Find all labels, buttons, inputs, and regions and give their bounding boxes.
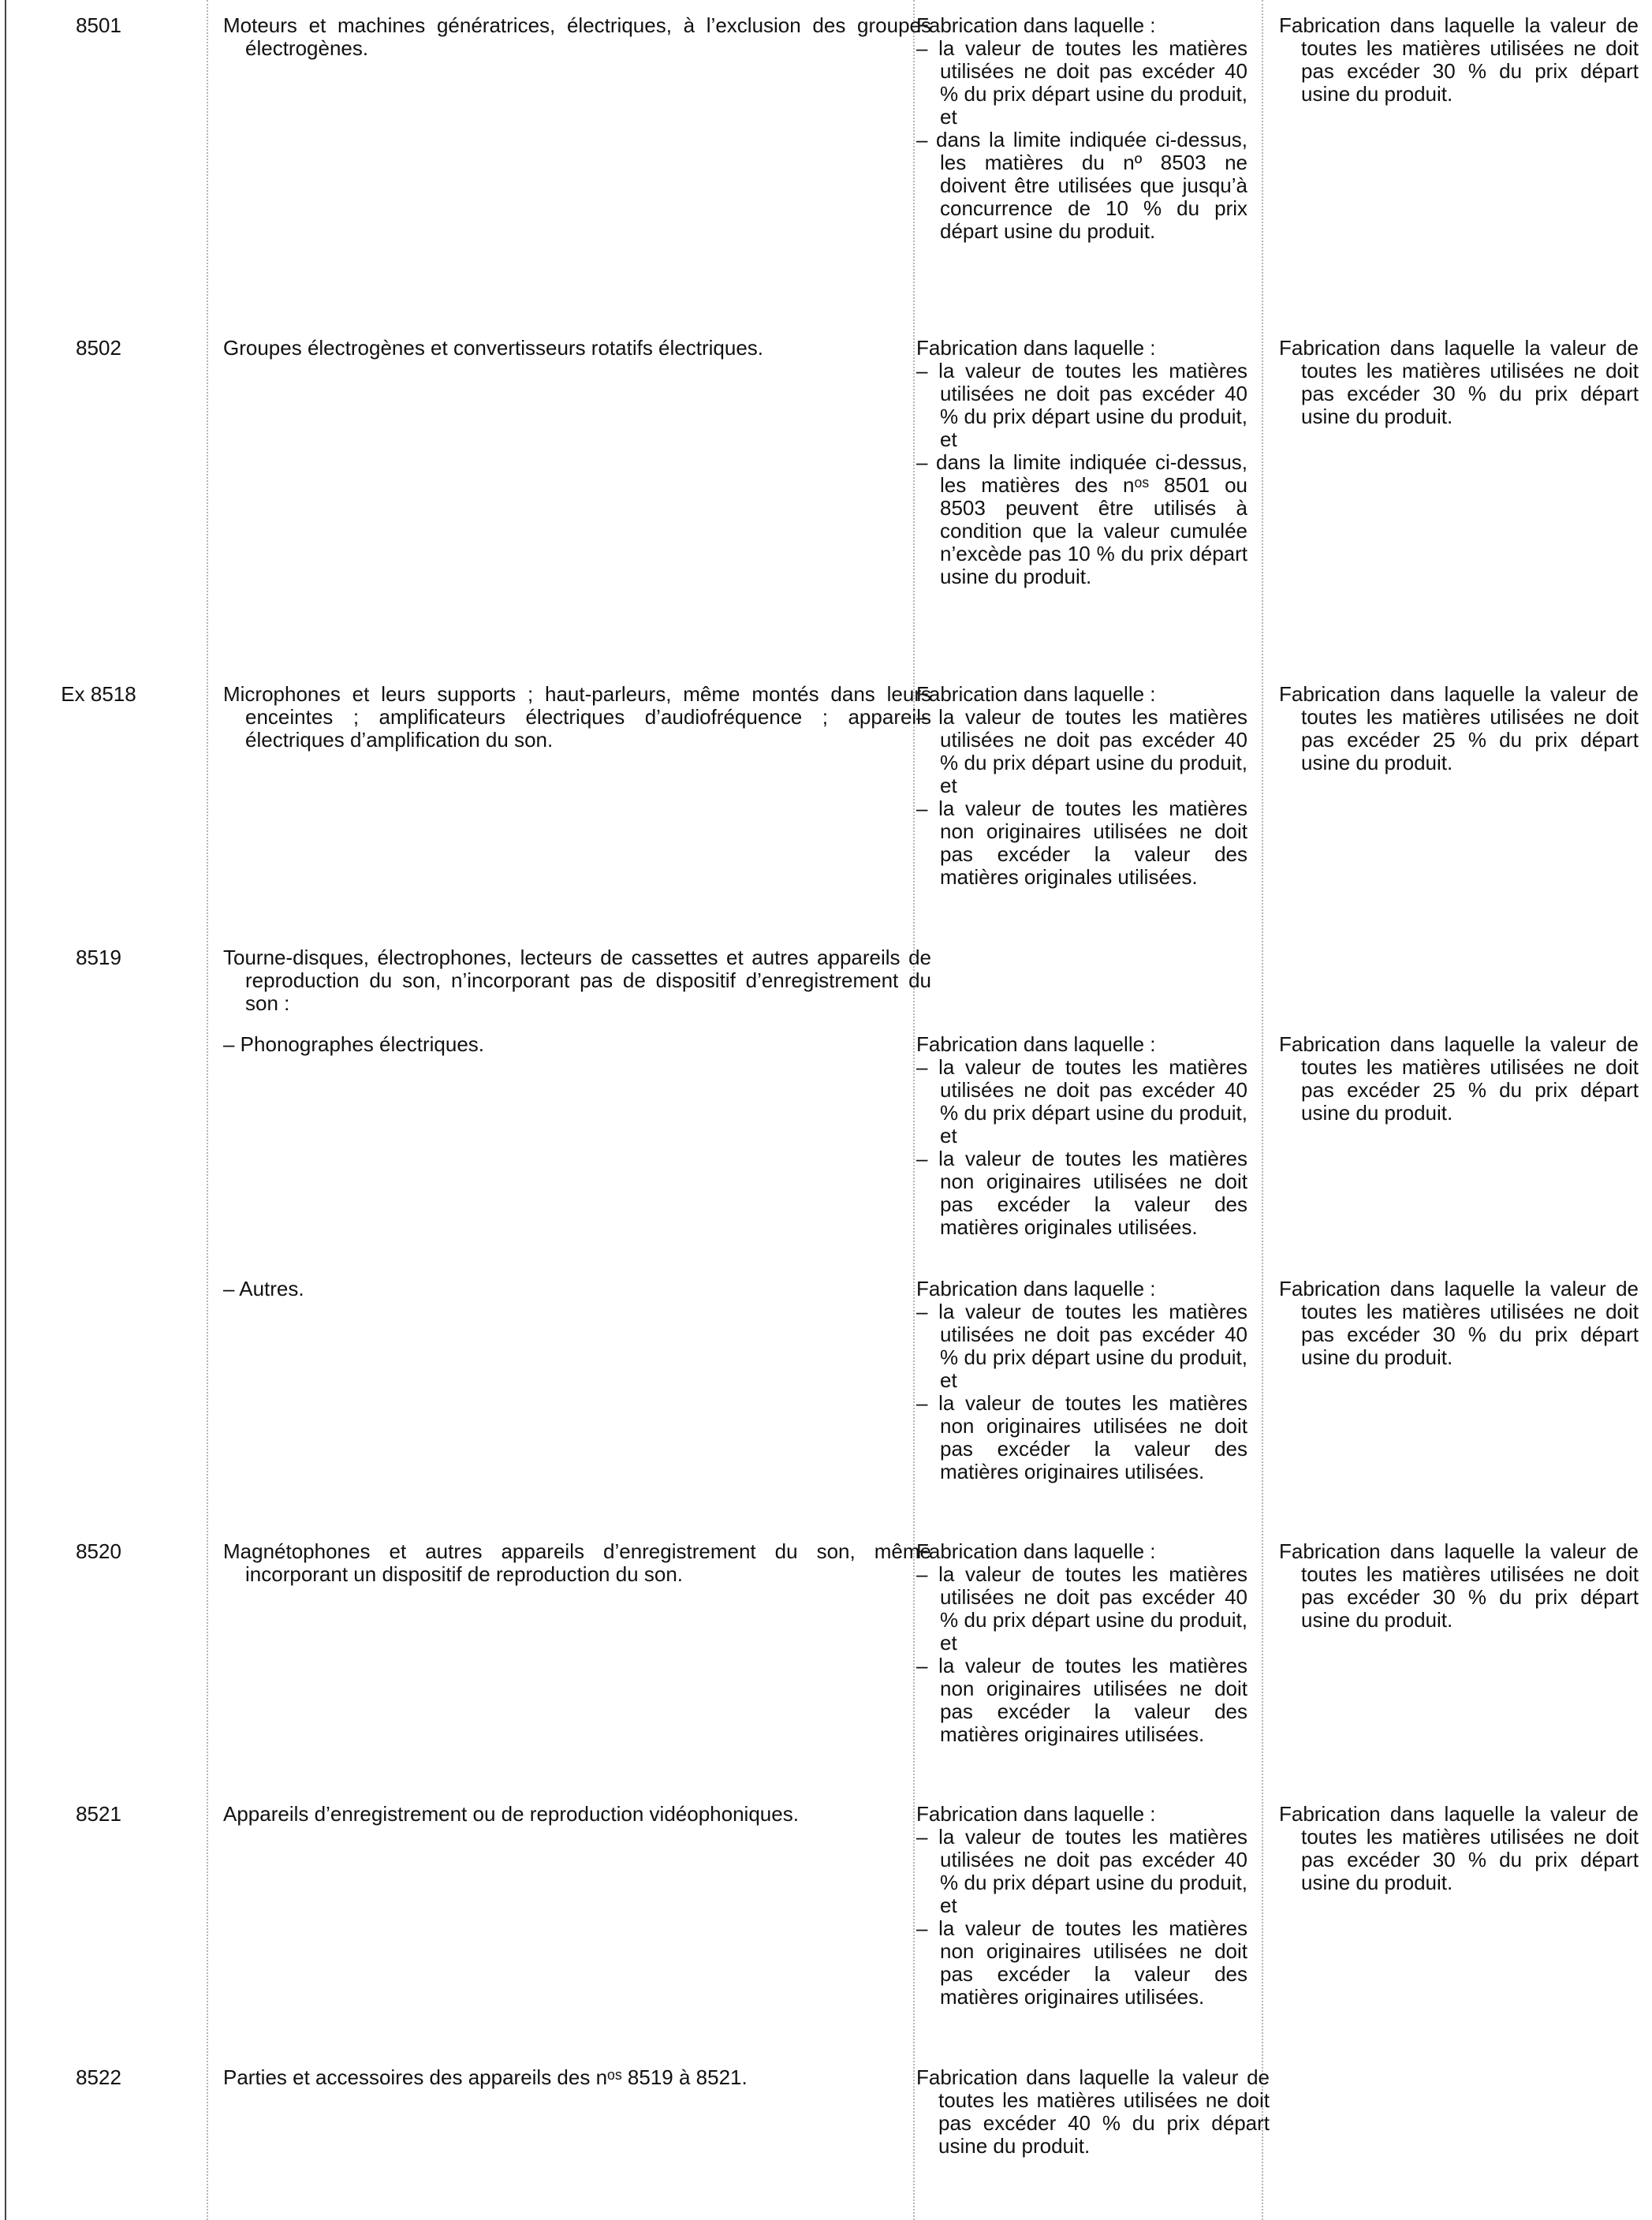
rule-item: – la valeur de toutes les matières utilisées ne doit pas excéder 40 % du prix départ usine du produit, et [916, 359, 1247, 451]
rule-item: – dans la limite indiquée ci-dessus, les matières des nᵒˢ 8501 ou 8503 peuvent être utilisés à condition que la valeur cumulée n’excède pas 10 % du prix départ usine du produit. [916, 450, 1247, 588]
rule-item: – la valeur de toutes les matières utilisées ne doit pas excéder 40 % du prix départ usine du produit, et [916, 36, 1247, 129]
product-description: Parties et accessoires des appareils des nᵒˢ 8519 à 8521. [223, 2065, 748, 2089]
left-border [5, 0, 6, 2220]
rule-lead: Fabrication dans laquelle : [916, 1032, 1156, 1056]
rule-lead: Fabrication dans laquelle : [916, 1539, 1156, 1563]
rule-column-4: Fabrication dans laquelle la valeur de toutes les matières utilisées ne doit pas excéder 30 % du prix départ usine du produit. [1279, 336, 1639, 428]
rule-item: – la valeur de toutes les matières non originaires utilisées ne doit pas excéder la valeur des matières originales utilisées. [916, 1147, 1247, 1239]
heading-code: 8501 [76, 13, 121, 37]
heading-code: 8522 [76, 2065, 121, 2089]
rule-column-3 [916, 14, 1247, 243]
rule-item: – la valeur de toutes les matières utilisées ne doit pas excéder 40 % du prix départ usine du produit, et [916, 1300, 1247, 1392]
rule-item: – la valeur de toutes les matières non originaires utilisées ne doit pas excéder la valeur des matières originaires utilisées. [916, 1916, 1247, 2009]
column-divider-3 [1262, 0, 1263, 2220]
rule-lead: Fabrication dans laquelle : [916, 336, 1156, 360]
product-description: Tourne-disques, électrophones, lecteurs de cassettes et autres appareils de reproduction du son, n’incorporant pas de dispositif d’enregistrement du son : [223, 946, 931, 1015]
rule-item: – la valeur de toutes les matières non originaires utilisées ne doit pas excéder la valeur des matières originaires utilisées. [916, 1654, 1247, 1746]
product-description: Groupes électrogènes et convertisseurs rotatifs électriques. [223, 336, 764, 360]
rule-lead: Fabrication dans laquelle : [916, 1802, 1156, 1826]
heading-code: 8519 [76, 946, 121, 969]
rule-column-3: Fabrication dans laquelle la valeur de toutes les matières utilisées ne doit pas excéder 40 % du prix départ usine du produit. [916, 2065, 1270, 2158]
rule-column-4: Fabrication dans laquelle la valeur de toutes les matières utilisées ne doit pas excéder 25 % du prix départ usine du produit. [1279, 1032, 1639, 1125]
heading-code: 8502 [76, 336, 121, 360]
heading-code: Ex 8518 [61, 682, 136, 706]
rule-column-3 [916, 1540, 1247, 1746]
rule-lead: Fabrication dans laquelle : [916, 13, 1156, 37]
rule-column-3 [916, 1033, 1247, 1239]
heading-code: 8520 [76, 1539, 121, 1563]
rule-item: – la valeur de toutes les matières utilisées ne doit pas excéder 40 % du prix départ usine du produit, et [916, 705, 1247, 797]
rule-column-4: Fabrication dans laquelle la valeur de toutes les matières utilisées ne doit pas excéder 30 % du prix départ usine du produit. [1279, 13, 1639, 106]
rule-column-3 [916, 1803, 1247, 2009]
heading-code: 8521 [76, 1802, 121, 1826]
product-description: Microphones et leurs supports ; haut-parleurs, même montés dans leurs enceintes ; amplificateurs électriques d’audiofréquence ; appareils électriques d’amplification du son. [223, 682, 931, 752]
rule-column-3 [916, 337, 1247, 588]
product-description: Magnétophones et autres appareils d’enregistrement du son, même incorporant un dispositif de reproduction du son. [223, 1539, 931, 1586]
column-divider-2 [913, 0, 915, 2220]
rule-item: – la valeur de toutes les matières non originaires utilisées ne doit pas excéder la valeur des matières originaires utilisées. [916, 1391, 1247, 1483]
rule-item: – la valeur de toutes les matières utilisées ne doit pas excéder 40 % du prix départ usine du produit, et [916, 1562, 1247, 1655]
sub-description: – Phonographes électriques. [223, 1032, 485, 1056]
rule-item: – la valeur de toutes les matières utilisées ne doit pas excéder 40 % du prix départ usine du produit, et [916, 1055, 1247, 1147]
rule-item: – la valeur de toutes les matières non originaires utilisées ne doit pas excéder la valeur des matières originales utilisées. [916, 797, 1247, 889]
rule-column-3 [916, 683, 1247, 889]
sub-description: – Autres. [223, 1277, 304, 1300]
rule-column-4: Fabrication dans laquelle la valeur de toutes les matières utilisées ne doit pas excéder 30 % du prix départ usine du produit. [1279, 1539, 1639, 1632]
rule-lead: Fabrication dans laquelle : [916, 1277, 1156, 1300]
rule-item: – dans la limite indiquée ci-dessus, les matières du nº 8503 ne doivent être utilisées que jusqu’à concurrence de 10 % du prix départ usine du produit. [916, 128, 1247, 243]
rule-lead: Fabrication dans laquelle : [916, 682, 1156, 706]
rule-item: – la valeur de toutes les matières utilisées ne doit pas excéder 40 % du prix départ usine du produit, et [916, 1825, 1247, 1917]
product-description: Moteurs et machines génératrices, électriques, à l’exclusion des groupes électrogènes. [223, 13, 931, 60]
rule-column-4: Fabrication dans laquelle la valeur de toutes les matières utilisées ne doit pas excéder 30 % du prix départ usine du produit. [1279, 1802, 1639, 1894]
rule-column-4: Fabrication dans laquelle la valeur de toutes les matières utilisées ne doit pas excéder 25 % du prix départ usine du produit. [1279, 682, 1639, 774]
product-description: Appareils d’enregistrement ou de reproduction vidéophoniques. [223, 1802, 799, 1826]
rule-column-3 [916, 1278, 1247, 1483]
rule-column-4: Fabrication dans laquelle la valeur de toutes les matières utilisées ne doit pas excéder 30 % du prix départ usine du produit. [1279, 1277, 1639, 1369]
column-divider-1 [207, 0, 208, 2220]
